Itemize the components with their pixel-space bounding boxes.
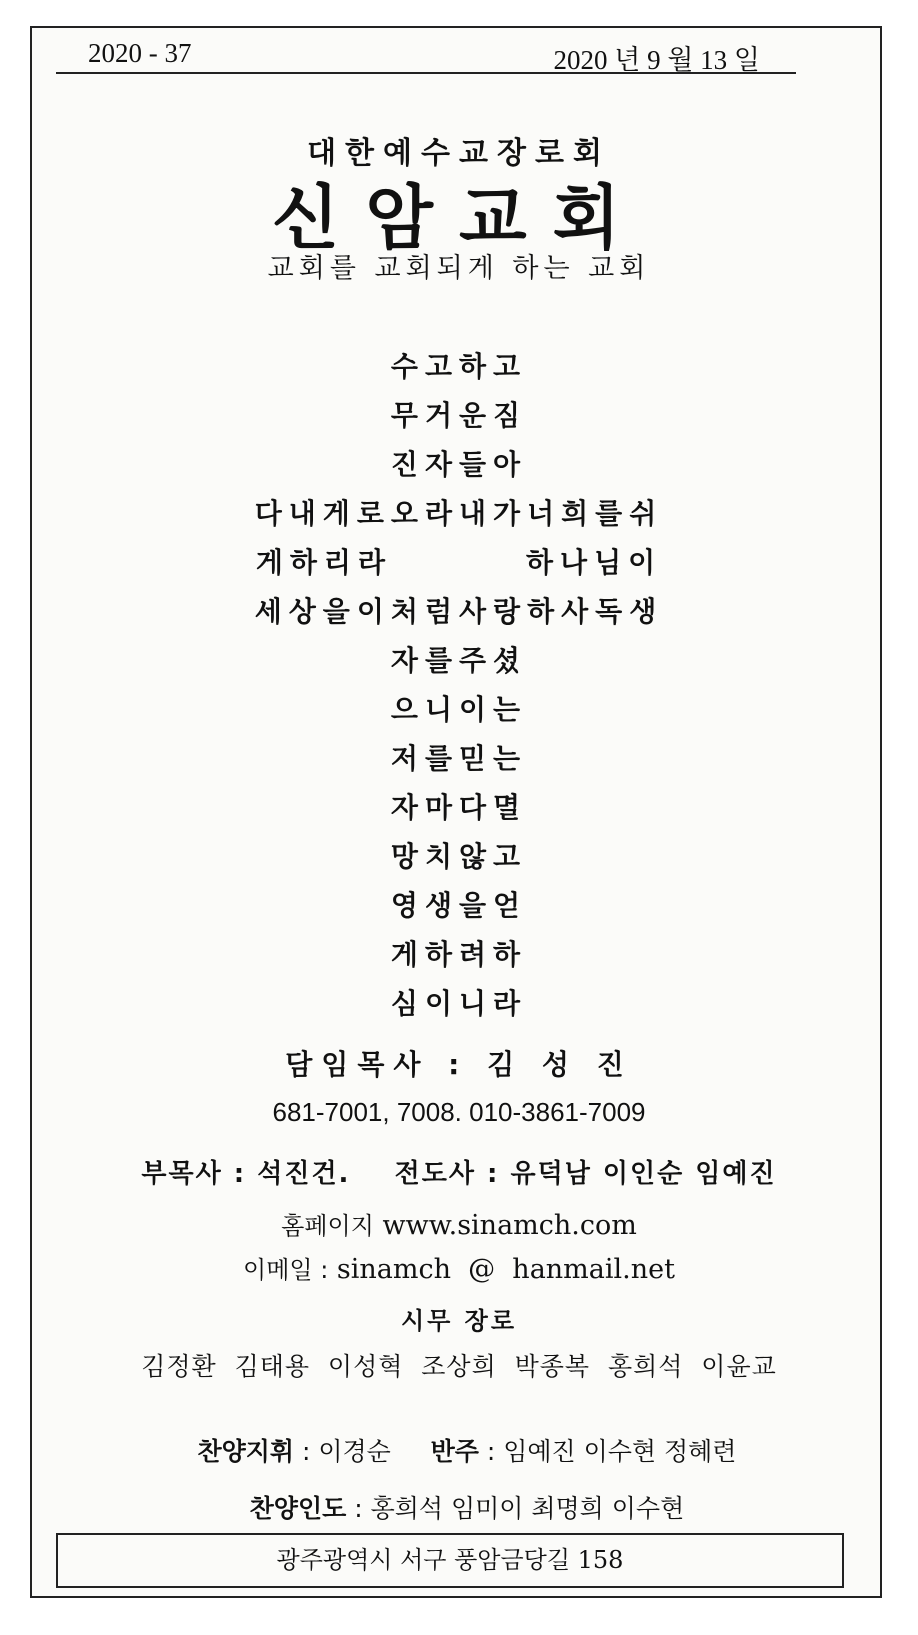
email-address[interactable]: sinamch @ hanmail.net: [336, 1254, 675, 1285]
verse-line: 진자들아: [390, 448, 528, 481]
verse-line: 게하려하: [390, 938, 528, 971]
verse-line: 영생을얻: [390, 889, 528, 922]
email-label: 이메일 :: [243, 1256, 329, 1284]
verse-line: 저를믿는: [390, 742, 528, 775]
worship-leader-names: : 홍희석 임미이 최명희 이수현: [346, 1494, 685, 1523]
homepage-line: [0, 1206, 918, 1241]
elders-title: 시무 장로: [400, 1307, 518, 1335]
associate-staff: 부목사 : 석진건. 전도사 : 유덕남 이인순 임예진: [141, 1159, 777, 1189]
verse-line: 으니이는: [390, 693, 528, 726]
verse-line: 자마다멸: [390, 791, 528, 824]
senior-pastor: 담임목사 : 김 성 진: [285, 1048, 633, 1081]
verse-line: 세상을이처럼사랑하사독생: [254, 595, 664, 628]
verse-line: 다내게로오라내가너희를쉬: [254, 497, 664, 530]
cross-verse: [0, 342, 918, 1028]
verse-line: 심이니라: [390, 987, 528, 1020]
worship-leader-label: 찬양인도: [249, 1494, 347, 1523]
verse-line: 자를주셨: [390, 644, 528, 677]
church-name: 신암교회: [271, 177, 647, 259]
conductor-name: : 이경순: [294, 1437, 431, 1466]
bulletin-header: [56, 36, 796, 74]
issue-number: 2020 - 37: [88, 38, 192, 68]
elders-list: 김정환 김태용 이성혁 조상희 박종복 홍희석 이윤교: [141, 1352, 777, 1381]
homepage-label: 홈페이지: [281, 1212, 374, 1240]
music-ministry: [0, 1403, 918, 1468]
worship-leaders: [0, 1460, 918, 1525]
verse-line: 게하리라 하나님이: [255, 546, 663, 579]
verse-line: 수고하고: [390, 350, 528, 383]
verse-line: 망치않고: [390, 840, 528, 873]
accompanist-names: : 임예진 이수현 정혜련: [478, 1437, 737, 1466]
denomination: 대한예수교장로회: [307, 136, 611, 171]
conductor-label: 찬양지휘: [197, 1437, 295, 1466]
church-slogan: 교회를 교회되게 하는 교회: [267, 253, 651, 284]
issue-date: 2020 년 9 월 13 일: [553, 45, 760, 75]
email-line: [0, 1250, 918, 1285]
accompanist-label: 반주: [430, 1437, 479, 1466]
homepage-url[interactable]: www.sinamch.com: [382, 1210, 637, 1241]
verse-line: 무거운짐: [390, 399, 528, 432]
church-address: 광주광역시 서구 풍암금당길 158: [56, 1533, 844, 1588]
phone-numbers: 681-7001, 7008. 010-3861-7009: [272, 1097, 646, 1127]
